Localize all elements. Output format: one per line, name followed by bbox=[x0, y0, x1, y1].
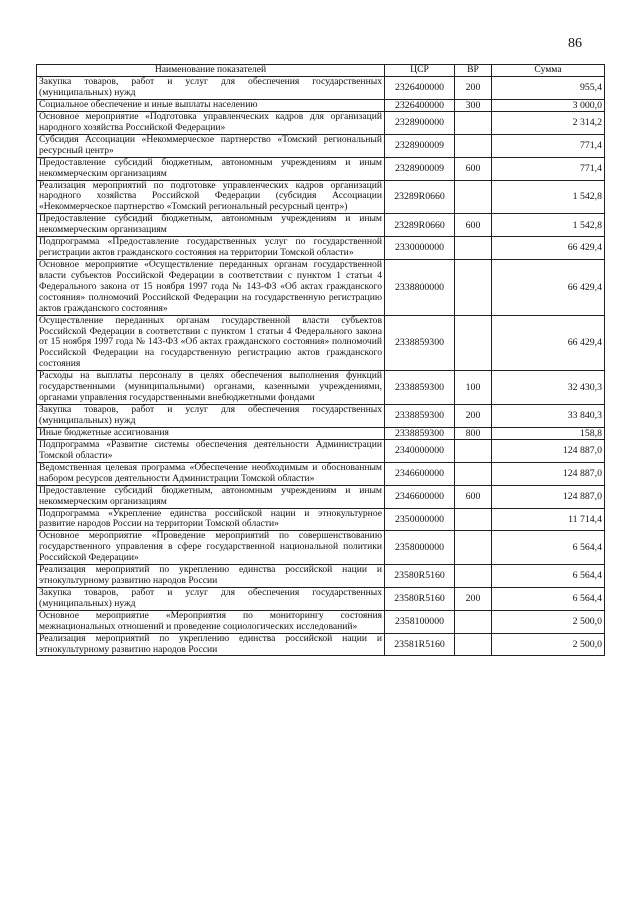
table-row bbox=[37, 565, 605, 588]
cell-vr bbox=[455, 565, 492, 588]
cell-name: Расходы на выплаты персоналу в целях обеспечения выполнения функций государственными (муниципальными) органами, казенными учреждениями, органами управления государственными внебюджетными фондами bbox=[37, 371, 385, 405]
table-row bbox=[37, 237, 605, 260]
cell-vr: 200 bbox=[455, 77, 492, 100]
cell-csr: 23289R0660 bbox=[385, 180, 455, 214]
table-row bbox=[37, 112, 605, 135]
cell-name: Подпрограмма «Укрепление единства российской нации и этнокультурное развитие народов России на территории Томской области» bbox=[37, 508, 385, 531]
cell-name: Закупка товаров, работ и услуг для обеспечения государственных (муниципальных) нужд bbox=[37, 587, 385, 610]
cell-csr: 2358000000 bbox=[385, 531, 455, 565]
cell-csr: 2328900009 bbox=[385, 157, 455, 180]
cell-sum: 124 887,0 bbox=[492, 462, 605, 485]
cell-name: Закупка товаров, работ и услуг для обеспечения государственных (муниципальных) нужд bbox=[37, 404, 385, 427]
table-row bbox=[37, 315, 605, 371]
header-vr: ВР bbox=[455, 65, 492, 77]
cell-vr bbox=[455, 180, 492, 214]
cell-csr: 23289R0660 bbox=[385, 214, 455, 237]
cell-name: Ведомственная целевая программа «Обеспечение необходимым и обоснованным набором ресурсов деятельности Администрации Томской области» bbox=[37, 462, 385, 485]
table-row bbox=[37, 214, 605, 237]
cell-csr: 23580R5160 bbox=[385, 587, 455, 610]
cell-csr: 2338859300 bbox=[385, 315, 455, 371]
table-row bbox=[37, 462, 605, 485]
cell-sum: 1 542,8 bbox=[492, 180, 605, 214]
table-row bbox=[37, 99, 605, 111]
cell-vr: 100 bbox=[455, 371, 492, 405]
cell-vr bbox=[455, 462, 492, 485]
table-row bbox=[37, 134, 605, 157]
cell-vr: 600 bbox=[455, 485, 492, 508]
cell-vr bbox=[455, 610, 492, 633]
cell-csr: 2340000000 bbox=[385, 439, 455, 462]
cell-vr bbox=[455, 315, 492, 371]
table-row bbox=[37, 259, 605, 315]
table-row bbox=[37, 427, 605, 439]
cell-name: Основное мероприятие «Подготовка управленческих кадров для организаций народного хозяйства Российской Федерации» bbox=[37, 112, 385, 135]
header-name: Наименование показателей bbox=[37, 65, 385, 77]
cell-sum: 771,4 bbox=[492, 157, 605, 180]
table-row bbox=[37, 77, 605, 100]
table-row bbox=[37, 371, 605, 405]
cell-sum: 1 542,8 bbox=[492, 214, 605, 237]
page-number: 86 bbox=[568, 36, 582, 51]
cell-csr: 2338800000 bbox=[385, 259, 455, 315]
cell-sum: 2 500,0 bbox=[492, 610, 605, 633]
cell-name: Основное мероприятие «Мероприятия по мониторингу состояния межнациональных отношений и проведение социологических исследований» bbox=[37, 610, 385, 633]
cell-vr bbox=[455, 259, 492, 315]
table-row bbox=[37, 587, 605, 610]
cell-name: Подпрограмма «Предоставление государственных услуг по государственной регистрации актов гражданского состояния на территории Томской области» bbox=[37, 237, 385, 260]
cell-vr bbox=[455, 508, 492, 531]
cell-sum: 771,4 bbox=[492, 134, 605, 157]
table-row bbox=[37, 531, 605, 565]
budget-table bbox=[36, 64, 605, 656]
cell-sum: 32 430,3 bbox=[492, 371, 605, 405]
cell-name: Реализация мероприятий по укреплению единства российской нации и этнокультурному развитию народов России bbox=[37, 633, 385, 656]
cell-csr: 23581R5160 bbox=[385, 633, 455, 656]
cell-sum: 124 887,0 bbox=[492, 485, 605, 508]
table-row bbox=[37, 633, 605, 656]
cell-name: Иные бюджетные ассигнования bbox=[37, 427, 385, 439]
cell-vr: 300 bbox=[455, 99, 492, 111]
cell-sum: 11 714,4 bbox=[492, 508, 605, 531]
cell-vr bbox=[455, 237, 492, 260]
header-csr: ЦСР bbox=[385, 65, 455, 77]
cell-csr: 2346600000 bbox=[385, 485, 455, 508]
cell-sum: 66 429,4 bbox=[492, 315, 605, 371]
cell-sum: 955,4 bbox=[492, 77, 605, 100]
cell-vr bbox=[455, 134, 492, 157]
table-row bbox=[37, 439, 605, 462]
cell-name: Предоставление субсидий бюджетным, автономным учреждениям и иным некоммерческим организациям bbox=[37, 485, 385, 508]
cell-name: Закупка товаров, работ и услуг для обеспечения государственных (муниципальных) нужд bbox=[37, 77, 385, 100]
cell-vr bbox=[455, 633, 492, 656]
header-sum: Сумма bbox=[492, 65, 605, 77]
cell-name: Реализация мероприятий по подготовке управленческих кадров организаций народного хозяйства Российской Федерации (субсидия Ассоциации «Некоммерческое партнерство «Томский региональный ресурсный центр») bbox=[37, 180, 385, 214]
cell-vr: 200 bbox=[455, 587, 492, 610]
cell-csr: 2330000000 bbox=[385, 237, 455, 260]
cell-sum: 3 000,0 bbox=[492, 99, 605, 111]
cell-csr: 2338859300 bbox=[385, 427, 455, 439]
cell-csr: 2338859300 bbox=[385, 371, 455, 405]
table-row bbox=[37, 404, 605, 427]
cell-sum: 66 429,4 bbox=[492, 259, 605, 315]
cell-sum: 2 314,2 bbox=[492, 112, 605, 135]
cell-sum: 6 564,4 bbox=[492, 531, 605, 565]
cell-name: Субсидия Ассоциации «Некоммерческое партнерство «Томский региональный ресурсный центр» bbox=[37, 134, 385, 157]
cell-csr: 2346600000 bbox=[385, 462, 455, 485]
cell-vr: 600 bbox=[455, 214, 492, 237]
cell-csr: 2328900009 bbox=[385, 134, 455, 157]
cell-sum: 6 564,4 bbox=[492, 587, 605, 610]
cell-name: Основное мероприятие «Проведение мероприятий по совершенствованию государственного управления в сфере государственной национальной политики Российской Федерации» bbox=[37, 531, 385, 565]
cell-name: Основное мероприятие «Осуществление переданных органам государственной власти субъектов Российской Федерации в соответствии с пунктом 1 статьи 4 Федерального закона от 15 ноября 1997 года № 143-ФЗ «Об актах гражданского состояния» полномочий Российской Федерации на государственную регистрацию актов гражданского состояния» bbox=[37, 259, 385, 315]
cell-csr: 2358100000 bbox=[385, 610, 455, 633]
table-row bbox=[37, 508, 605, 531]
cell-sum: 158,8 bbox=[492, 427, 605, 439]
table-row bbox=[37, 180, 605, 214]
cell-vr: 800 bbox=[455, 427, 492, 439]
cell-csr: 23580R5160 bbox=[385, 565, 455, 588]
cell-vr bbox=[455, 531, 492, 565]
cell-sum: 2 500,0 bbox=[492, 633, 605, 656]
cell-vr bbox=[455, 112, 492, 135]
cell-name: Предоставление субсидий бюджетным, автономным учреждениям и иным некоммерческим организациям bbox=[37, 157, 385, 180]
cell-csr: 2350000000 bbox=[385, 508, 455, 531]
cell-sum: 124 887,0 bbox=[492, 439, 605, 462]
cell-csr: 2326400000 bbox=[385, 77, 455, 100]
cell-name: Предоставление субсидий бюджетным, автономным учреждениям и иным некоммерческим организациям bbox=[37, 214, 385, 237]
cell-name: Осуществление переданных органам государственной власти субъектов Российской Федерации в соответствии с пунктом 1 статьи 4 Федерального закона от 15 ноября 1997 года № 143-ФЗ «Об актах гражданского состояния» полномочий Российской Федерации на государственную регистрацию актов гражданского состояния bbox=[37, 315, 385, 371]
cell-name: Реализация мероприятий по укреплению единства российской нации и этнокультурному развитию народов России bbox=[37, 565, 385, 588]
cell-name: Подпрограмма «Развитие системы обеспечения деятельности Администрации Томской области» bbox=[37, 439, 385, 462]
cell-csr: 2328900000 bbox=[385, 112, 455, 135]
cell-vr: 200 bbox=[455, 404, 492, 427]
table-row bbox=[37, 157, 605, 180]
cell-sum: 6 564,4 bbox=[492, 565, 605, 588]
cell-sum: 33 840,3 bbox=[492, 404, 605, 427]
cell-vr: 600 bbox=[455, 157, 492, 180]
table-row bbox=[37, 610, 605, 633]
cell-vr bbox=[455, 439, 492, 462]
cell-csr: 2326400000 bbox=[385, 99, 455, 111]
cell-sum: 66 429,4 bbox=[492, 237, 605, 260]
cell-name: Социальное обеспечение и иные выплаты населению bbox=[37, 99, 385, 111]
table-row bbox=[37, 485, 605, 508]
table-header-row bbox=[37, 65, 605, 77]
cell-csr: 2338859300 bbox=[385, 404, 455, 427]
